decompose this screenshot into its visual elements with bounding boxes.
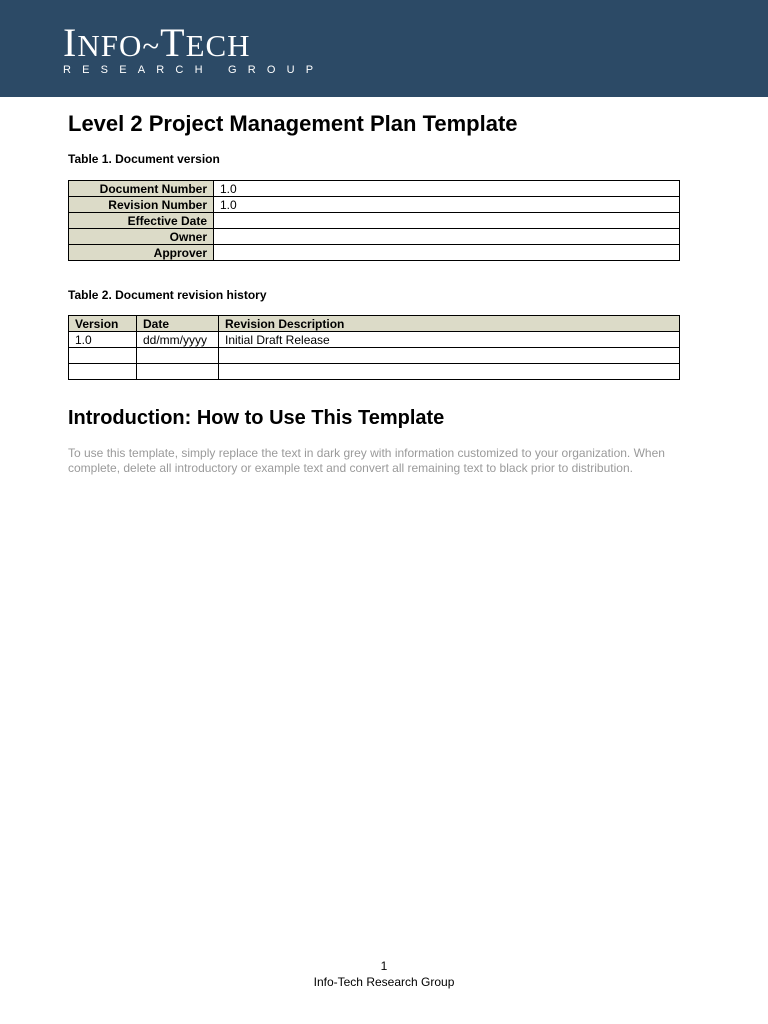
- intro-paragraph: To use this template, simply replace the text in dark grey with information customized to your organization. When complete, delete all introductory or example text and convert all remaining text to black prior to distribution.: [68, 446, 665, 475]
- document-version-table: [68, 180, 680, 261]
- table1-caption: Table 1. Document version: [68, 152, 220, 166]
- table-header-row: [69, 316, 680, 332]
- row-label: Approver: [69, 245, 214, 261]
- table-row: [69, 197, 680, 213]
- row-label: Revision Number: [69, 197, 214, 213]
- table-cell[interactable]: Initial Draft Release: [219, 332, 680, 348]
- table-cell[interactable]: [219, 364, 680, 380]
- row-value[interactable]: [214, 213, 680, 229]
- table-cell[interactable]: dd/mm/yyyy: [137, 332, 219, 348]
- intro-heading: Introduction: How to Use This Template: [68, 407, 445, 429]
- table2-caption: Table 2. Document revision history: [68, 288, 267, 302]
- footer-org-name: Info-Tech Research Group: [313, 975, 455, 989]
- table-row: [69, 181, 680, 197]
- table-cell[interactable]: [137, 348, 219, 364]
- row-value[interactable]: [214, 245, 680, 261]
- page-number: 1: [380, 959, 388, 973]
- column-header: Revision Description: [219, 316, 680, 332]
- column-header: Version: [69, 316, 137, 332]
- table-row: [69, 245, 680, 261]
- column-header: Date: [137, 316, 219, 332]
- row-label: Owner: [69, 229, 214, 245]
- table-cell[interactable]: [137, 364, 219, 380]
- header-banner: [0, 0, 768, 97]
- row-value[interactable]: [214, 229, 680, 245]
- table-row: [69, 213, 680, 229]
- company-logo: INFO~TECH: [63, 20, 251, 65]
- table-cell[interactable]: [219, 348, 680, 364]
- row-label: Document Number: [69, 181, 214, 197]
- company-logo-subtitle: RESEARCH GROUP: [63, 64, 325, 76]
- revision-history-table: [68, 315, 680, 380]
- table-cell[interactable]: [69, 348, 137, 364]
- table-cell[interactable]: [69, 364, 137, 380]
- row-value[interactable]: 1.0: [214, 181, 680, 197]
- row-label: Effective Date: [69, 213, 214, 229]
- row-value[interactable]: 1.0: [214, 197, 680, 213]
- table-row: [69, 348, 680, 364]
- table-row: [69, 364, 680, 380]
- table-cell[interactable]: 1.0: [69, 332, 137, 348]
- table-row: [69, 332, 680, 348]
- table-row: [69, 229, 680, 245]
- page-title: Level 2 Project Management Plan Template: [68, 111, 518, 136]
